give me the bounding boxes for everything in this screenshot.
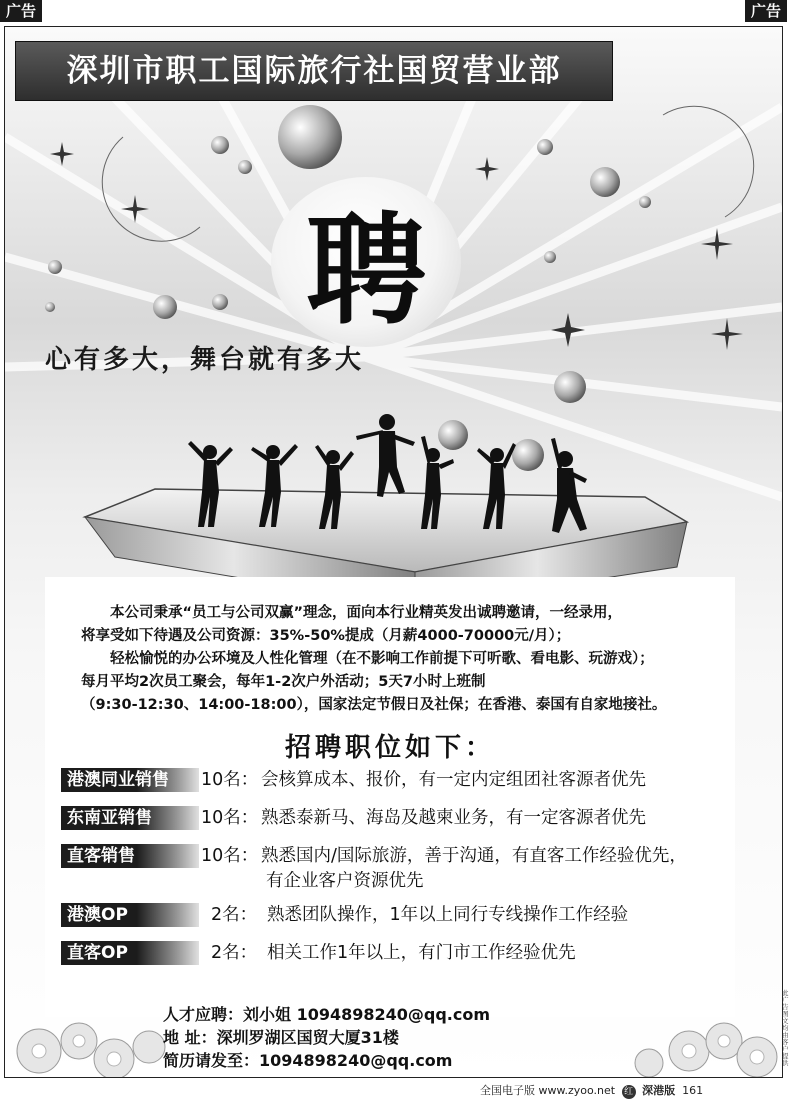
job-count: 10名： xyxy=(201,808,259,828)
job-count: 2名： xyxy=(211,905,258,925)
footer-badge: 红 xyxy=(622,1085,636,1099)
crescent-moon-right-icon xyxy=(663,106,754,217)
job-description: 熟悉国内/国际旅游，善于沟通，有直客工作经验优先， xyxy=(261,846,687,866)
intro-line: 本公司秉承“员工与公司双赢”理念，面向本行业精英发出诚聘邀请，一经录用， xyxy=(81,605,623,621)
intro-line: 每月平均2次员工聚会，每年1-2次户外活动；5天7小时上班制 xyxy=(81,674,486,690)
contact-resume-email: 简历请发至：1094898240@qq.com xyxy=(163,1051,453,1070)
ad-tag-right: 广告 xyxy=(745,0,787,22)
job-title: 港澳OP xyxy=(61,903,199,927)
intro-line: （9:30-12:30、14:00-18:00），国家法定节假日及社保；在香港、泰国有自家地接社。 xyxy=(81,697,667,713)
job-description-continued: 有企业客户资源优先 xyxy=(266,871,424,891)
job-count: 10名： xyxy=(201,846,259,866)
job-description: 熟悉团队操作，1年以上同行专线操作工作经验 xyxy=(267,905,629,925)
intro-line: 轻松愉悦的办公环境及人性化管理（在不影响工作前提下可听歌、看电影、玩游戏）； xyxy=(81,651,654,667)
contact-address: 地 址：深圳罗湖区国贸大厦31楼 xyxy=(163,1028,399,1047)
company-intro xyxy=(81,602,761,717)
company-banner: 深圳市职工国际旅行社国贸营业部 xyxy=(15,41,613,101)
job-title: 直客OP xyxy=(61,941,199,965)
job-title: 直客销售 xyxy=(61,844,199,868)
footer-section: 深港版 xyxy=(642,1084,676,1097)
recruit-character: 聘 xyxy=(306,200,426,341)
job-title: 港澳同业销售 xyxy=(61,768,199,792)
contact-info xyxy=(163,1003,490,1072)
job-count: 2名： xyxy=(211,943,258,963)
job-title: 东南亚销售 xyxy=(61,806,199,830)
side-disclaimer: 此广告图文均由客户提供 xyxy=(782,989,789,1067)
job-description: 相关工作1年以上，有门市工作经验优先 xyxy=(267,943,576,963)
slogan: 心有多大，舞台就有多大 xyxy=(45,345,365,375)
ad-tag-left: 广告 xyxy=(0,0,42,22)
job-description: 熟悉泰新马、海岛及越柬业务，有一定客源者优先 xyxy=(261,808,646,828)
footer-page-number: 161 xyxy=(682,1084,704,1097)
jobs-heading: 招聘职位如下： xyxy=(285,733,496,763)
footer-edition: 全国电子版 www.zyoo.net xyxy=(480,1084,616,1097)
ad-frame xyxy=(4,26,783,1078)
intro-line: 将享受如下待遇及公司资源：35%-50%提成（月薪4000-70000元/月）； xyxy=(81,628,571,644)
job-description: 会核算成本、报价，有一定内定组团社客源者优先 xyxy=(261,770,646,790)
job-count: 10名： xyxy=(201,770,259,790)
page-footer xyxy=(480,1082,703,1099)
contact-recruiter: 人才应聘：刘小姐 1094898240@qq.com xyxy=(163,1005,491,1024)
